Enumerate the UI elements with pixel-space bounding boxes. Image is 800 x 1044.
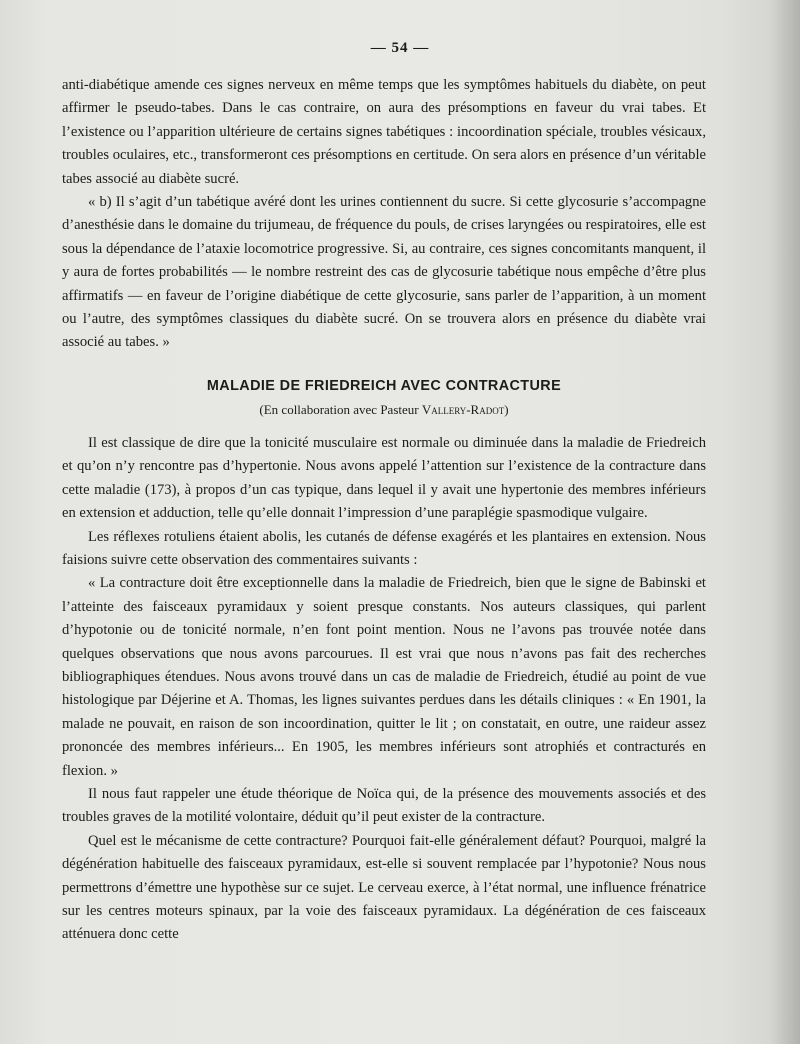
paragraph-main-2: Les réflexes rotuliens étaient abolis, les cutanés de défense exagérés et les plantaires en extension. Nous faisions suivre cette observation des commentaires suivants : [62,528,706,568]
subtitle-suffix: ) [504,401,509,417]
paragraph-main-5: Quel est le mécanisme de cette contracture? Pourquoi fait-elle généralement défaut? Pourquoi, malgré la dégénération habituelle des faisceaux pyramidaux, est-elle si souvent remplacée par l’hypotonie? Nous nous permettrons d’émettre une hypothèse sur ce sujet. Le cerveau exerce, à l’état normal, une influence frénatrice sur les centres moteurs spinaux, par la voie des faisceaux pyramidaux. La dégénération de ces faisceaux atténuera donc cette [62,832,706,943]
paragraph-main-4: Il nous faut rappeler une étude théorique de Noïca qui, de la présence des mouvements associés et des troubles graves de la motilité volontaire, déduit qu’il peut exister de la contracture. [62,785,706,826]
paragraph-main-3: « La contracture doit être exceptionnelle dans la maladie de Friedreich, bien que le signe de Babinski et l’atteinte des faisceaux pyramidaux y soient presque constants. Nos auteurs classiques, qui parlent d’hypotonie ou de tonicité normale, n’en font point mention. Nous ne l’avons pas trouvée notée dans quelques observations que nous avons parcourues. Il est vrai que nous n’avons pas fait des recherches bibliographiques étendues. Nous avons trouvé dans un cas de maladie de Friedreich, étudié au point de vue histologique par Déjerine et A. Thomas, les lignes suivantes perdues dans les détails cliniques : « En 1901, la malade ne pouvait, en raison de son incoordination, quitter le lit ; on constatait, en outre, une raideur assez prononcée des membres inférieurs... En 1905, les membres inférieurs sont atrophiés et contracturés en flexion. » [62,575,706,779]
page-edge-shadow [770,0,800,1044]
subtitle-prefix: (En collaboration avec Pasteur [259,401,422,417]
paragraph-main-1: Il est classique de dire que la tonicité musculaire est normale ou diminuée dans la maladie de Friedreich et qu’on n’y rencontre pas d’hypertonie. Nous avons appelé l’attention sur l’existence de la contracture dans cette maladie (173), à propos d’un cas typique, dans lequel il y avait une hypertonie des membres inférieurs en extension et adduction, telle qu’elle donnait l’impression d’une paraplégie spasmodique vulgaire. [62,434,706,522]
page-number: — 54 — [370,40,430,56]
subtitle-name: Vallery-Radot [421,401,505,417]
section-heading: MALADIE DE FRIEDREICH AVEC CONTRACTURE [206,377,562,394]
paragraph-intro-1: anti-diabétique amende ces signes nerveux en même temps que les symptômes habituels du diabète, on peut affirmer le pseudo-tabes. Dans le cas contraire, on aura des présomptions en faveur du vrai tabes. Et l’existence ou l’apparition ultérieure de certains signes tabétiques : incoordination spéciale, troubles vésicaux, troubles oculaires, etc., transformeront ces présomptions en certitude. On sera alors en présence d’un véritable tabes associé au diabète sucré. [62,77,706,187]
section-subtitle [62,400,706,420]
paragraph-intro-2: « b) Il s’agit d’un tabétique avéré dont les urines contiennent du sucre. Si cette glycosurie s’accompagne d’anesthésie dans le domaine du trijumeau, de fréquence du pouls, de crises laryngées ou respiratoires, elle est sous la dépendance de l’ataxie locomotrice progressive. Si, au contraire, ces signes concomitants manquent, il y aura de fortes probabilités — le nombre restreint des cas de glycosurie tabétique nous empêche d’être plus affirmatifs — en faveur de l’origine diabétique de cette glycosurie, sans parler de l’apparition, à un moment ou l’autre, des symptômes classiques du diabète sucré. On se trouvera alors en présence du diabète vrai associé au tabes. » [62,194,706,351]
body-text [62,74,706,947]
